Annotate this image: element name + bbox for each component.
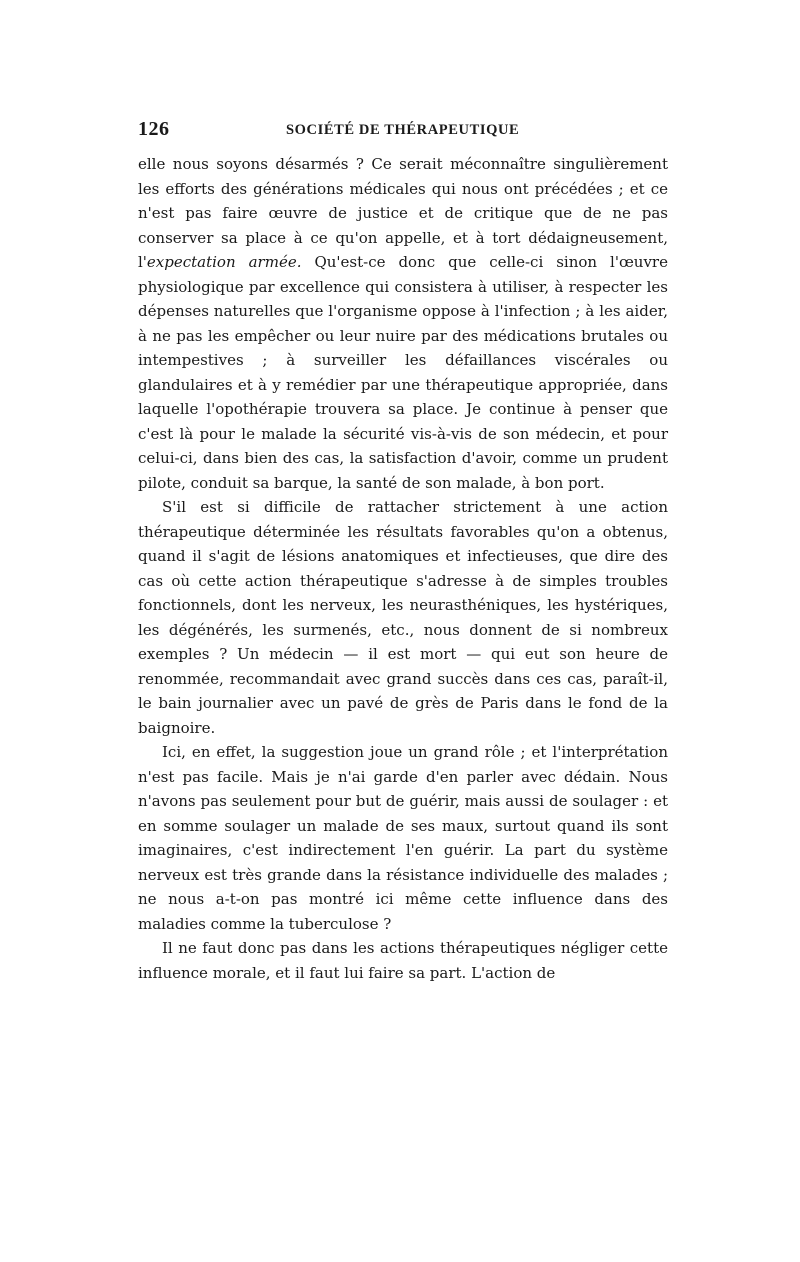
running-title: SOCIÉTÉ DE THÉRAPEUTIQUE <box>286 122 520 138</box>
paragraph-3: Ici, en effet, la suggestion joue un grand rôle ; et l'interprétation n'est pas facile. Mais je n'ai garde d'en parler avec dédain. Nous n'avons pas seulement pour but de guérir, mais aussi de soulager : et en somme soulager un malade de ses maux, surtout quand ils sont imaginaires, c'est indirectement l'en guérir. La part du système nerveux est très grande dans la résistance individuelle des malades ; ne nous a-t-on pas montré ici même cette influence dans des maladies comme la tuberculose ? <box>138 743 668 933</box>
paragraph-2: S'il est si difficile de rattacher strictement à une action thérapeutique déterminée les résultats favorables qu'on a obtenus, quand il s'agit de lésions anatomiques et infectieuses, que dire des cas où cette action thérapeutique s'adresse à de simples troubles fonctionnels, dont les nerveux, les neurasthéniques, les hystériques, les dégénérés, les surmenés, etc., nous donnent de si nombreux exemples ? Un médecin — il est mort — qui eut son heure de renommée, recommandait avec grand succès dans ces cas, paraît-il, le bain journalier avec un pavé de grès de Paris dans le fond de la baignoire. <box>138 498 668 737</box>
paragraph-1-text-start: elle nous soyons désarmés ? Ce serait méconnaître singulièrement les efforts des générations médicales qui nous ont précédées ; et ce n'est pas faire œuvre de justice et de critique que de ne pas conserver sa place à ce qu'on appelle, et à tort dédaigneusement, l' <box>138 155 668 271</box>
page-number: 126 <box>138 118 170 140</box>
paragraph-1 <box>138 152 668 495</box>
paragraph-1-text-end: Qu'est-ce donc que celle-ci sinon l'œuvre physiologique par excellence qui consistera à utiliser, à respecter les dépenses naturelles que l'organisme oppose à l'infection ; à les aider, à ne pas les empêcher ou leur nuire par des médications brutales ou intempestives ; à surveiller les défaillances viscérales ou glandulaires et à y remédier par une thérapeutique appropriée, dans laquelle l'opothérapie trouvera sa place. Je continue à penser que c'est là pour le malade la sécurité vis-à-vis de son médecin, et pour celui-ci, dans bien des cas, la satisfaction d'avoir, comme un prudent pilote, conduit sa barque, la santé de son malade, à bon port. <box>138 253 668 492</box>
paragraph-4: Il ne faut donc pas dans les actions thérapeutiques négliger cette influence morale, et il faut lui faire sa part. L'action de <box>138 939 668 982</box>
italic-term-expectation-armee: expectation armée. <box>146 253 302 271</box>
running-head <box>138 118 668 144</box>
body-text <box>138 152 668 985</box>
